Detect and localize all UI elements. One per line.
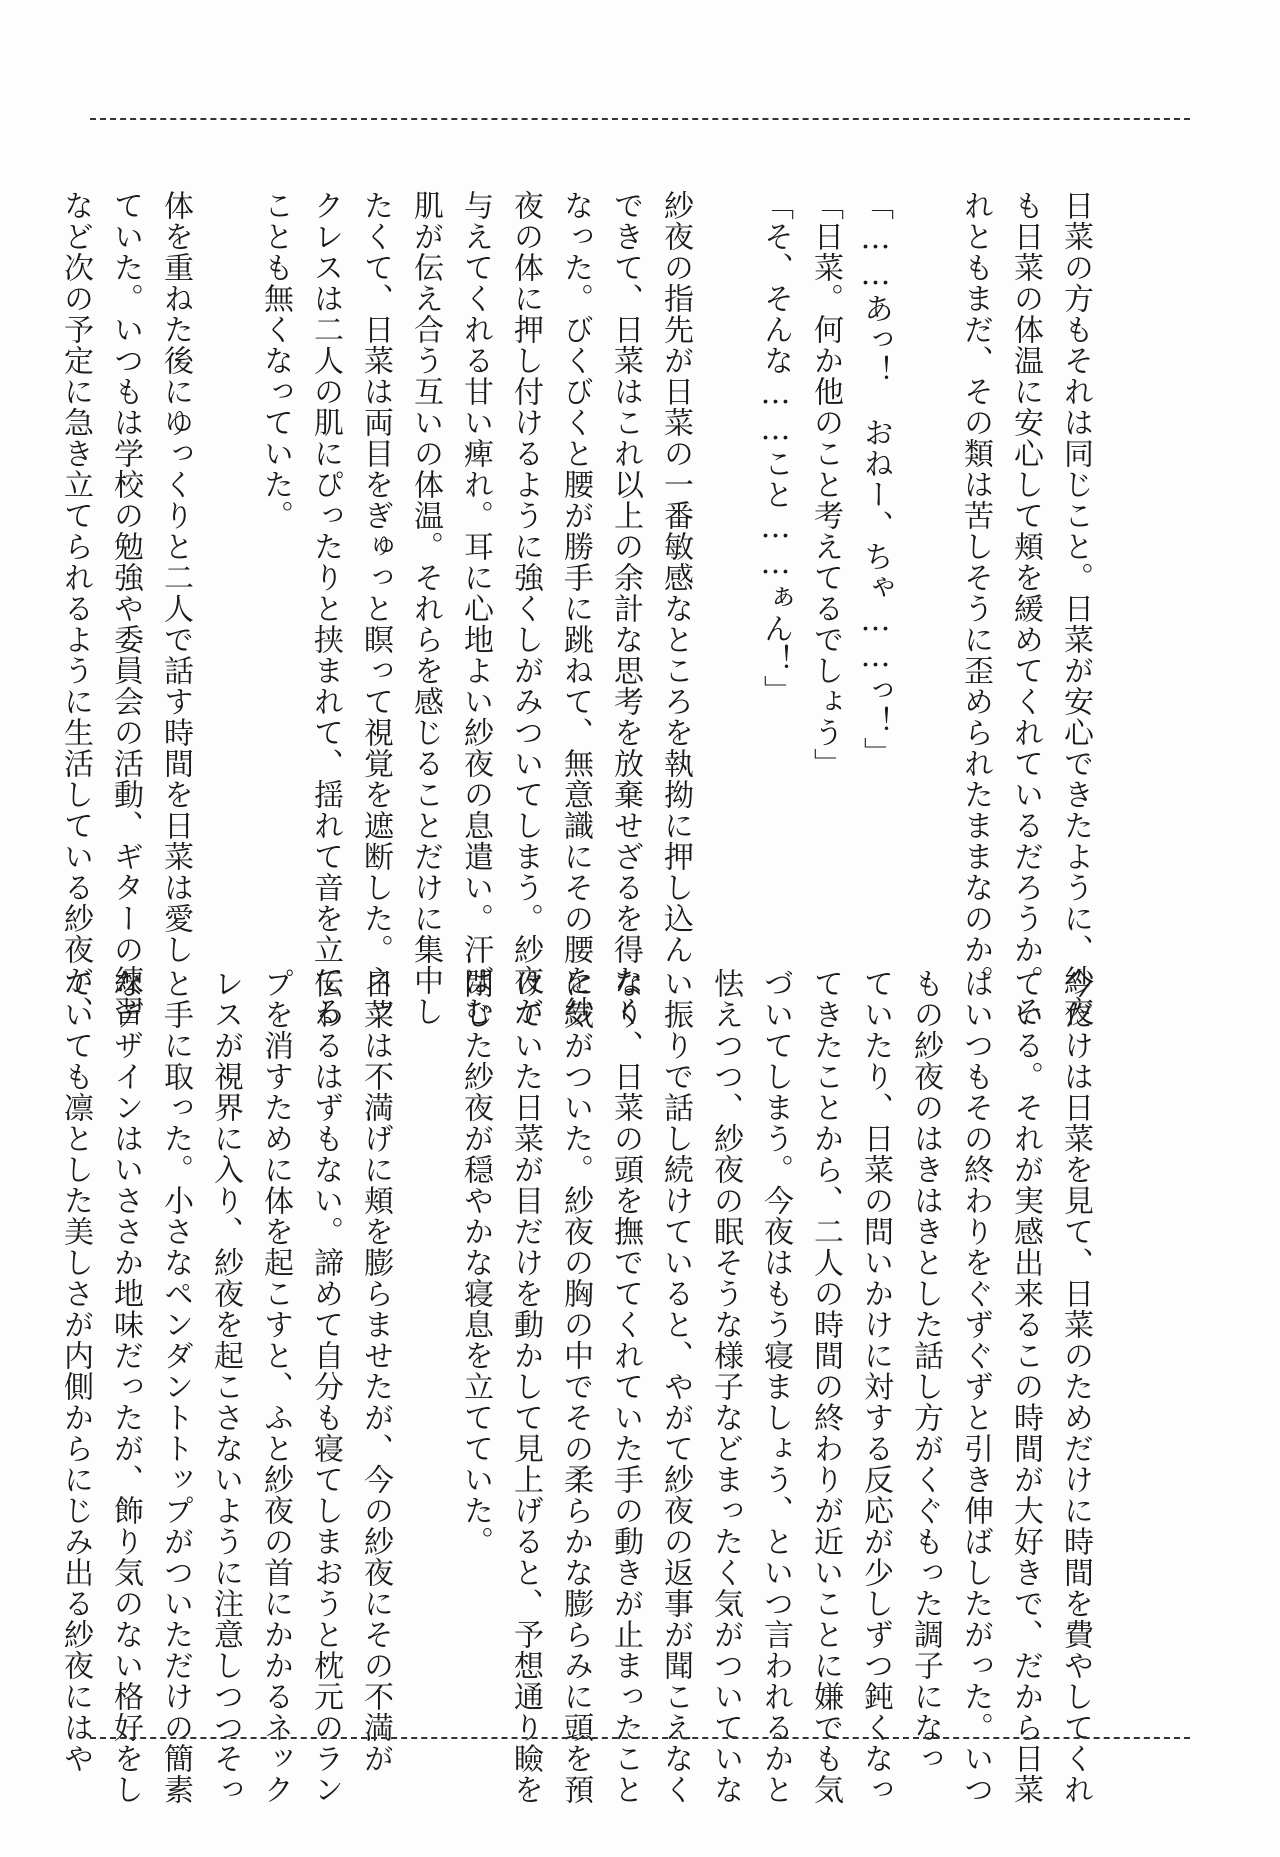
text-line: ていたり、日菜の問いかけに対する反応が少しずつ鈍くなっ	[858, 968, 893, 1805]
text-line: 日菜の方もそれは同じこと。日菜が安心できたように、紗夜	[1058, 190, 1093, 1027]
upper-text-block	[58, 190, 1100, 1027]
text-line: 夜の体に押し付けるように強くしがみついてしまう。紗夜が	[508, 190, 543, 1027]
text-line: と手に取った。小さなペンダントトップがついただけの簡素	[158, 968, 193, 1805]
paragraph-gap	[900, 190, 950, 955]
text-line: もの紗夜のはきはきとした話し方がくぐもった調子になっ	[908, 968, 943, 1774]
text-line: なった。びくびくと腰が勝手に跳ねて、無意識にその腰を紗	[558, 190, 593, 1027]
dialogue-line: 「日菜。何か他のこと考えてるでしょう」	[808, 190, 843, 779]
text-line: も日菜の体温に安心して頬を緩めてくれているだろうか。そ	[1008, 190, 1043, 1027]
text-line: はいつもその終わりをぐずぐずと引き伸ばしたがった。いつ	[958, 968, 993, 1805]
text-line: 体を重ねた後にゆっくりと二人で話す時間を日菜は愛し	[158, 190, 193, 965]
text-line: クレスは二人の肌にぴったりと挟まれて、揺れて音を立てる	[308, 190, 343, 1027]
text-line: 与えてくれる甘い痺れ。耳に心地よい紗夜の息遣い。汗ばむ	[458, 190, 493, 1027]
text-line: 伝わるはずもない。諦めて自分も寝てしまおうと枕元のラン	[308, 968, 343, 1805]
text-line: に気がついた。紗夜の胸の中でその柔らかな膨らみに頭を預	[558, 968, 593, 1805]
text-line: レスが視界に入り、紗夜を起こさないように注意しつつそっ	[208, 968, 243, 1805]
text-line: 肌が伝え合う互いの体温。それらを感じることだけに集中し	[408, 190, 443, 1027]
text-line: ていた。いつもは学校の勉強や委員会の活動、ギターの練習	[108, 190, 143, 1027]
paragraph-gap	[400, 968, 450, 1733]
text-line: ことも無くなっていた。	[258, 190, 293, 531]
paragraph-gap	[700, 190, 750, 955]
lower-text-block	[58, 968, 1100, 1805]
text-line: てきたことから、二人の時間の終わりが近いことに嫌でも気	[808, 968, 843, 1805]
text-line: い振りで話し続けていると、やがて紗夜の返事が聞こえなく	[658, 968, 693, 1805]
text-line: ていても凛とした美しさが内側からにじみ出る紗夜にはや	[58, 968, 93, 1774]
dialogue-line: 「そ、そんな……こと……ぁん！」	[758, 190, 793, 706]
text-line: など次の予定に急き立てられるように生活している紗夜が、	[58, 190, 93, 1027]
text-line: 日菜は不満げに頬を膨らませたが、今の紗夜にその不満が	[358, 968, 393, 1774]
text-line: れともまだ、その類は苦しそうに歪められたままなのか。	[958, 190, 993, 996]
bottom-dashed-rule	[90, 1737, 1190, 1739]
text-line: ている。それが実感出来るこの時間が大好きで、だから日菜	[1008, 968, 1043, 1805]
text-line: 今だけは日菜を見て、日菜のためだけに時間を費やしてくれ	[1058, 968, 1093, 1805]
top-dashed-rule	[90, 118, 1190, 120]
text-line: けていた日菜が目だけを動かして見上げると、予想通り瞼を	[508, 968, 543, 1805]
dialogue-line: 「……あっ！ おねー、ちゃ……っ！」	[858, 190, 893, 768]
text-line: 紗夜の指先が日菜の一番敏感なところを執拗に押し込ん	[658, 190, 693, 965]
text-line: できて、日菜はこれ以上の余計な思考を放棄せざるを得なく	[608, 190, 643, 1027]
text-line: 閉じた紗夜が穏やかな寝息を立てていた。	[458, 968, 493, 1557]
text-line: たくて、日菜は両目をぎゅっと瞑って視覚を遮断した。ネッ	[358, 190, 393, 1027]
paragraph-gap	[200, 190, 250, 955]
text-line: づいてしまう。今夜はもう寝ましょう、といつ言われるかと	[758, 968, 793, 1805]
text-line: なり、日菜の頭を撫でてくれていた手の動きが止まったこと	[608, 968, 643, 1805]
text-line: プを消すために体を起こすと、ふと紗夜の首にかかるネック	[258, 968, 293, 1805]
text-line: なデザインはいささか地味だったが、飾り気のない格好をし	[108, 968, 143, 1805]
text-line: 怯えつつ、紗夜の眠そうな様子などまったく気がついていな	[708, 968, 743, 1805]
